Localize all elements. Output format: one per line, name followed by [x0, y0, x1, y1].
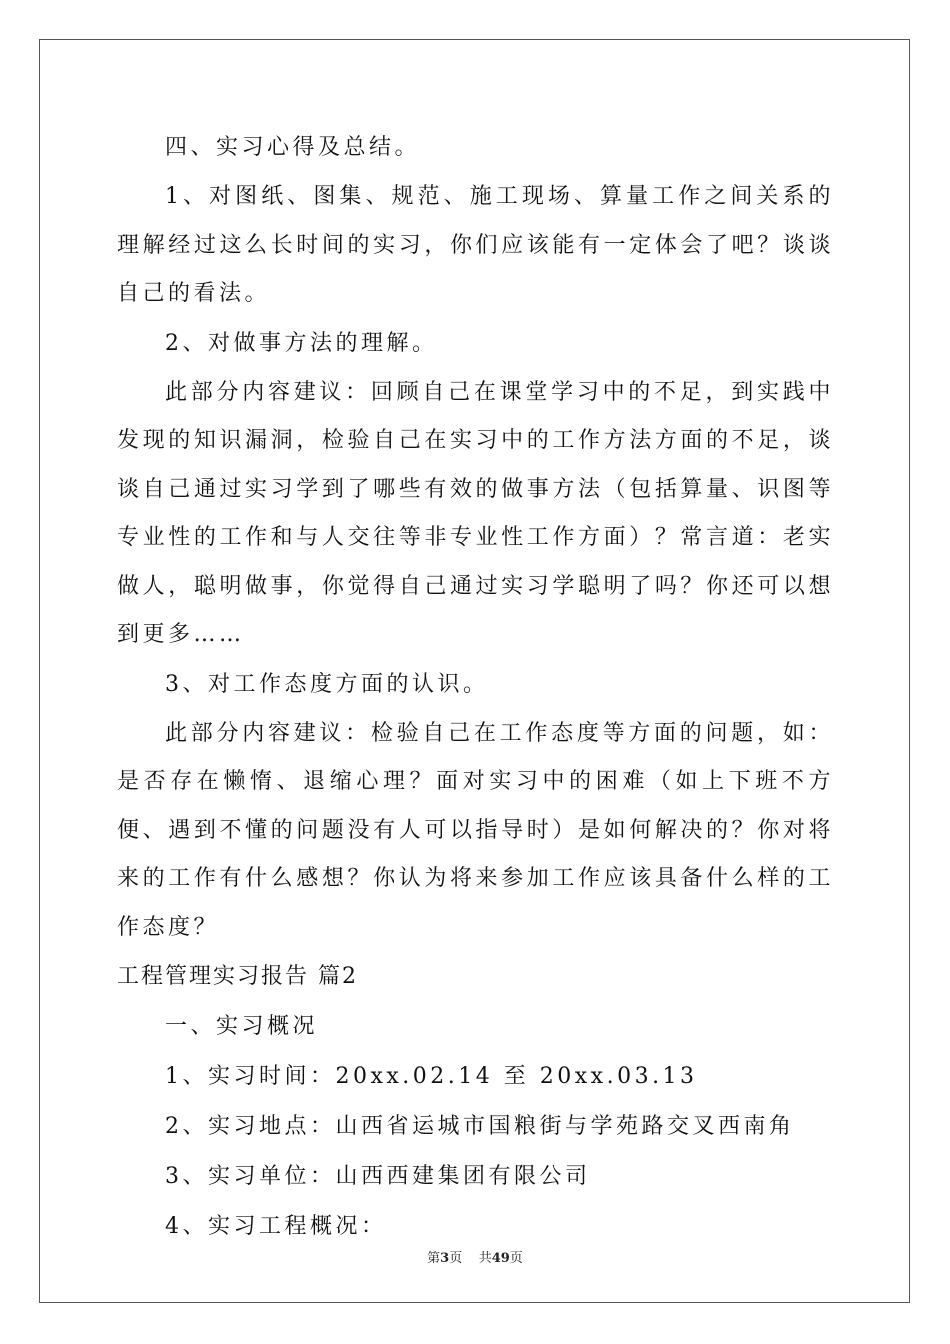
- report-heading: 工程管理实习报告 篇2: [117, 964, 358, 989]
- page-footer: [0, 1247, 950, 1266]
- section-heading-overview: 一、实习概况: [165, 1014, 319, 1039]
- footer-total-suffix: 页: [509, 1251, 523, 1266]
- internship-company: 3、实习单位：山西西建集团有限公司: [165, 1164, 591, 1189]
- paragraph-item-1: 1、对图纸、图集、规范、施工现场、算量工作之间关系的理解经过这么长时间的实习，你们应该能有一定体会了吧？谈谈自己的看法。: [117, 184, 834, 306]
- footer-total-prefix: 共: [478, 1251, 492, 1266]
- section-heading-summary: 四、实习心得及总结。: [165, 135, 421, 160]
- internship-time: 1、实习时间：20xx.02.14 至 20xx.03.13: [165, 1064, 698, 1089]
- footer-page-suffix: 页: [449, 1251, 463, 1266]
- footer-page-number: 3: [440, 1251, 450, 1266]
- internship-location: 2、实习地点：山西省运城市国粮街与学苑路交叉西南角: [165, 1114, 795, 1139]
- footer-page-prefix: 第: [427, 1251, 441, 1266]
- document-body: [117, 123, 834, 1252]
- footer-total-number: 49: [491, 1251, 510, 1266]
- internship-project-overview: 4、实习工程概况：: [165, 1214, 387, 1239]
- paragraph-suggestion-2: 此部分内容建议：检验自己在工作态度等方面的问题，如：是否存在懒惰、退缩心理？面对实习中的困难（如上下班不方便、遇到不懂的问题没有人可以指导时）是如何解决的？你对将来的工作有什么感想？你认为将来参加工作应该具备什么样的工作态度？: [117, 720, 834, 940]
- paragraph-item-3: 3、对工作态度方面的认识。: [165, 671, 489, 697]
- paragraph-suggestion-1: 此部分内容建议：回顾自己在课堂学习中的不足，到实践中发现的知识漏洞，检验自己在实习中的工作方法方面的不足，谈谈自己通过实习学到了哪些有效的做事方法（包括算量、识图等专业性的工作和与人交往等非专业性工作方面）？常言道：老实做人，聪明做事，你觉得自己通过实习学聪明了吗？你还可以想到更多……: [117, 379, 834, 647]
- paragraph-item-2: 2、对做事方法的理解。: [165, 330, 438, 356]
